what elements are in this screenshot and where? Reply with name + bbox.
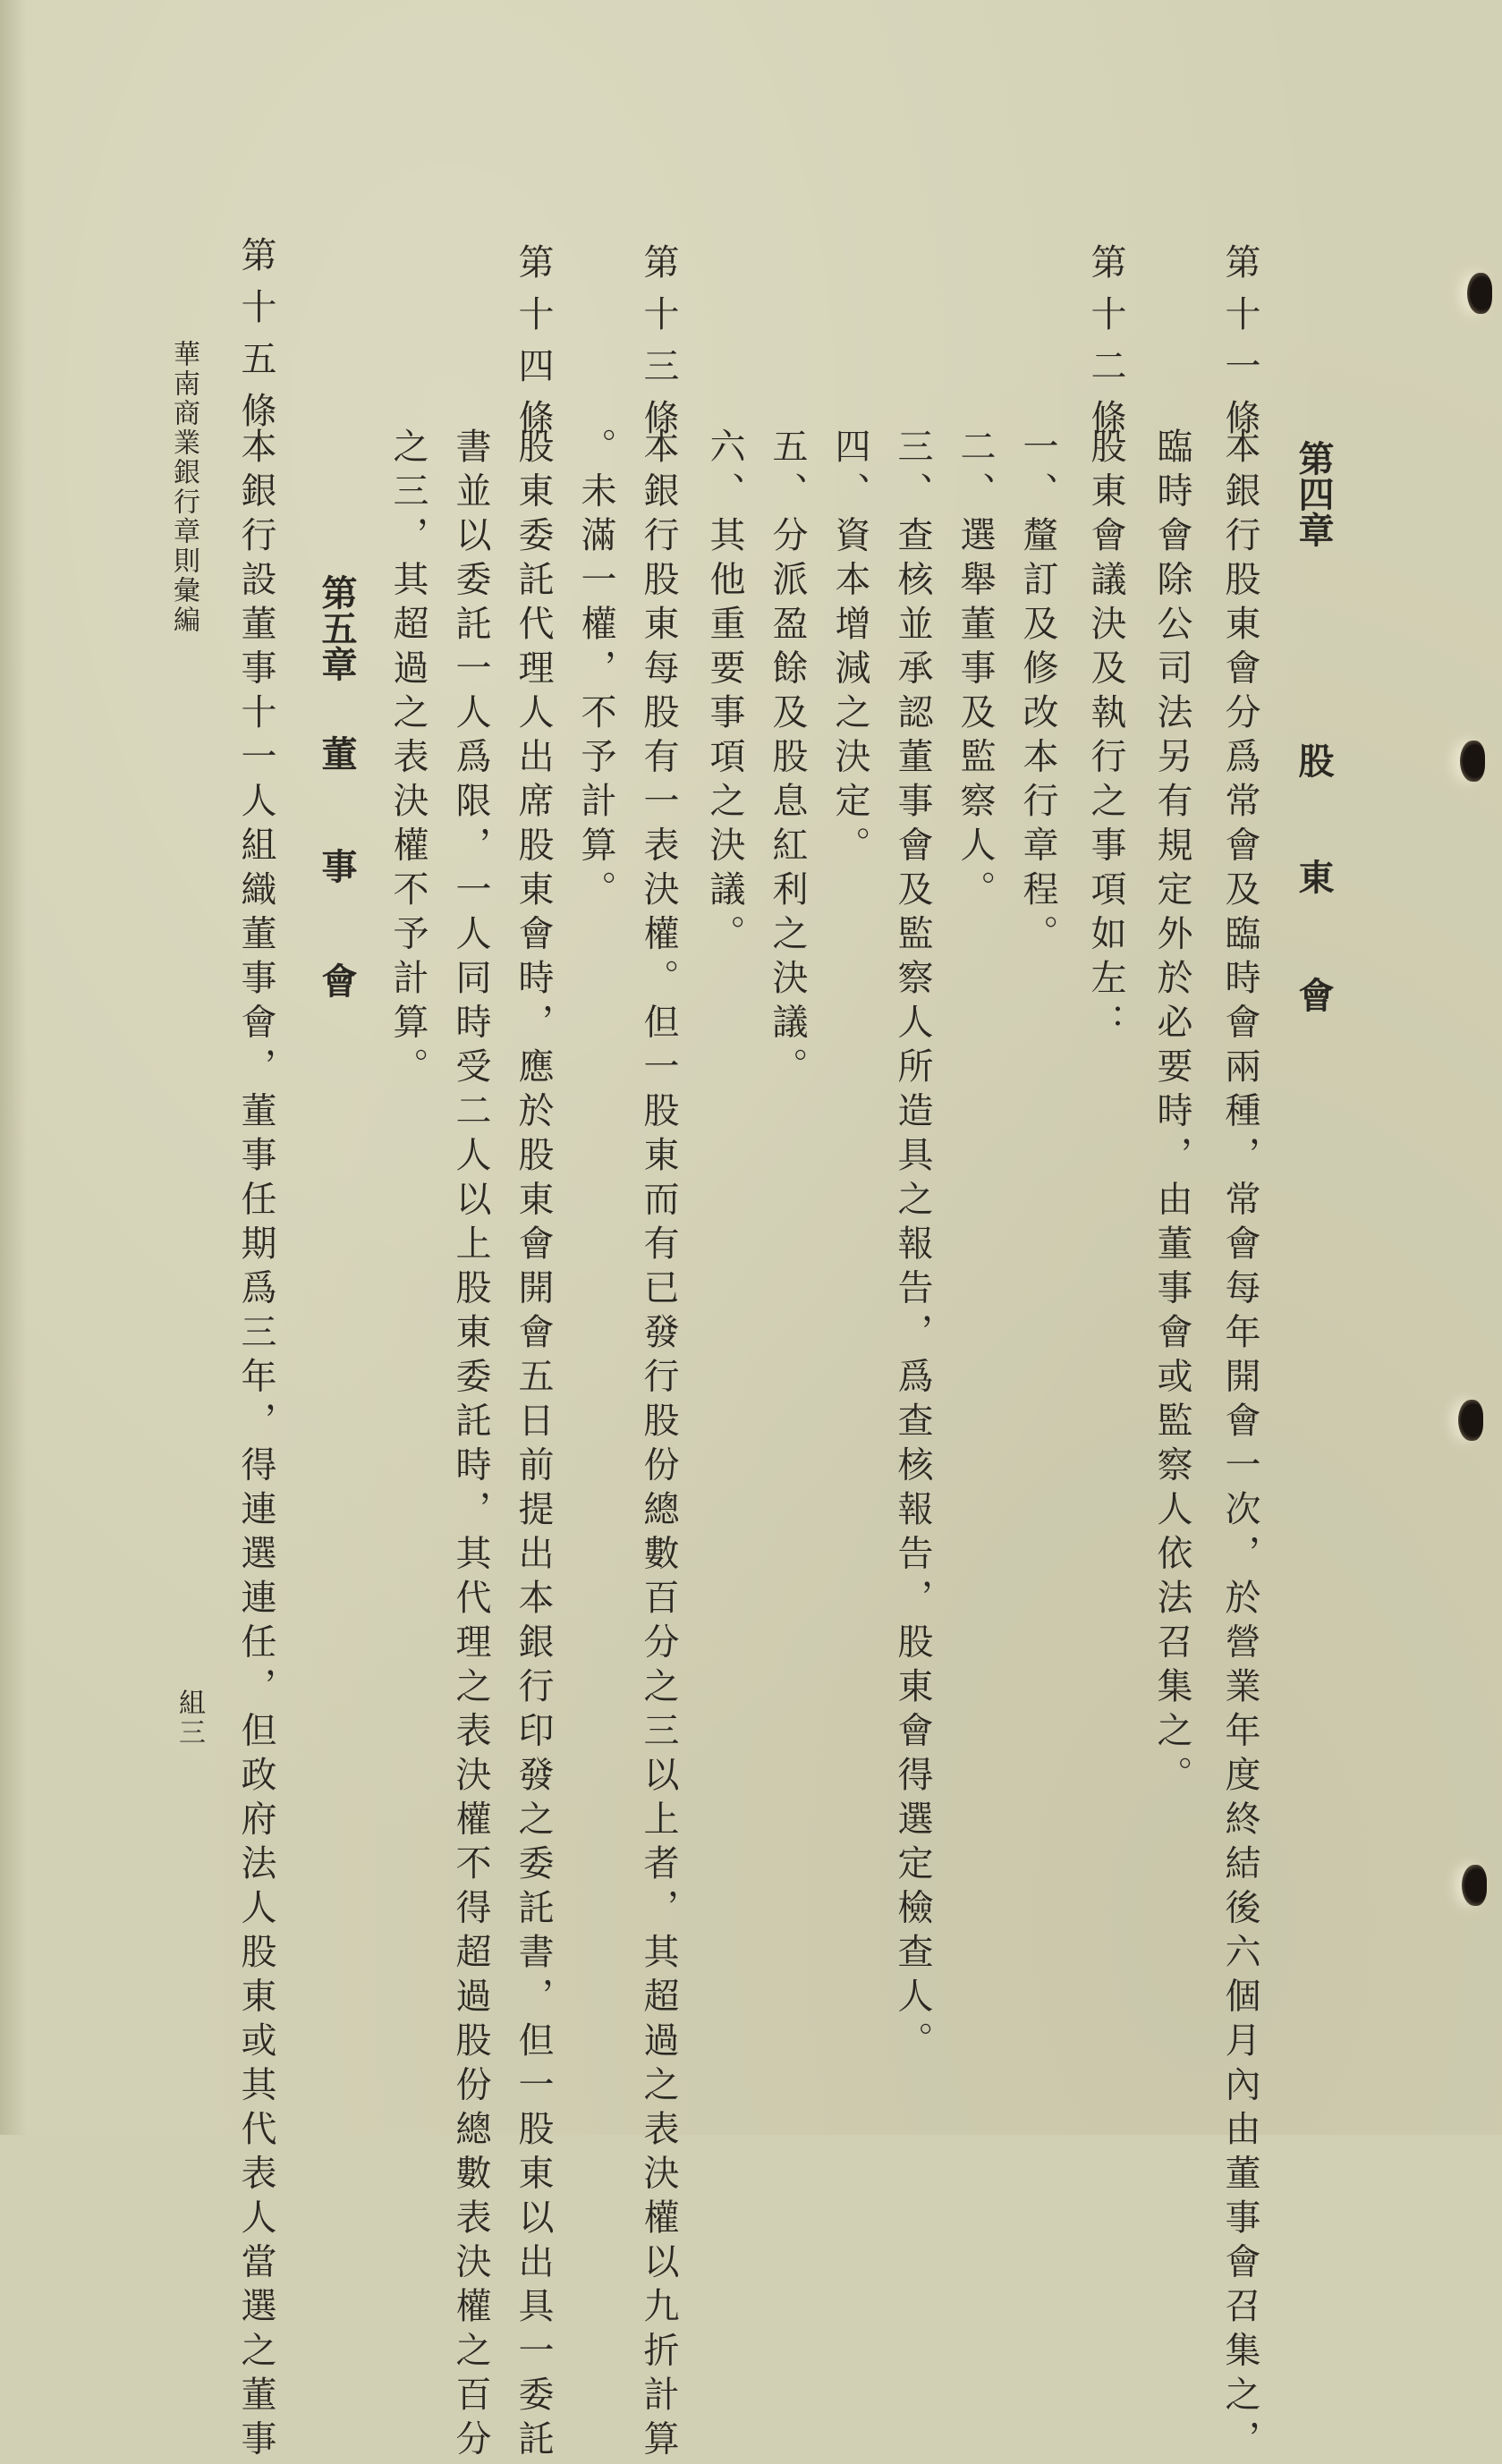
article-14-label: 第十四條 — [513, 243, 554, 451]
article-12-item-3: 三、查核並承認董事會及監察人所造具之報告，爲查核報告，股東會得選定檢查人。 — [892, 428, 933, 2066]
chapter-5-heading — [316, 574, 357, 682]
punch-hole — [1458, 1400, 1483, 1441]
article-12-item-1: 一、釐訂及修改本行章程。 — [1017, 428, 1058, 959]
article-11-label: 第十一條 — [1219, 243, 1260, 451]
chapter-4-heading — [1293, 440, 1334, 547]
article-12-item-6: 六、其他重要事項之決議。 — [704, 428, 745, 959]
article-11-line-2: 臨時會除公司法另有規定外於必要時，由董事會或監察人依法召集之。 — [1151, 428, 1192, 1800]
article-15-label: 第十五條 — [235, 236, 276, 444]
article-14-line-3: 之三，其超過之表決權不予計算。 — [387, 428, 429, 1092]
article-12-label: 第十二條 — [1085, 243, 1126, 451]
article-11-line-1: 本銀行股東會分爲常會及臨時會兩種，常會每年開會一次，於營業年度終結後六個月內由董事會召集之， — [1219, 428, 1260, 2464]
chapter-4-number: 第四章 — [1293, 440, 1334, 547]
page-number: 組三 — [174, 1689, 205, 1748]
article-12-intro: 股東會議決及執行之事項如左： — [1085, 428, 1126, 1047]
punch-hole — [1460, 741, 1485, 782]
chapter-5-title-char: 董 — [316, 735, 357, 771]
chapter-5-number: 第五章 — [316, 574, 357, 682]
article-12-item-2: 二、選舉董事及監察人。 — [955, 428, 996, 915]
article-14-line-1: 股東委託代理人出席股東會時，應於股東會開會五日前提出本銀行印發之委託書，但一股東以出具一委託 — [513, 428, 554, 2464]
article-12-item-5: 五、分派盈餘及股息紅利之決議。 — [767, 428, 808, 1092]
article-14-line-2: 書並以委託一人爲限，一人同時受二人以上股東委託時，其代理之表決權不得超過股份總數表決權之百分 — [450, 428, 491, 2464]
punch-hole — [1462, 1865, 1487, 1906]
article-13-label: 第十三條 — [638, 243, 679, 451]
punch-hole — [1467, 273, 1492, 314]
publication-title: 華南商業銀行章則彙編 — [168, 340, 199, 635]
chapter-4-title-char: 股 — [1293, 742, 1334, 778]
article-13-line-1: 本銀行股東每股有一表決權。但一股東而有已發行股份總數百分之三以上者，其超過之表決權以九折計算 — [638, 428, 679, 2464]
page-edge-shadow — [0, 0, 27, 2135]
article-13-line-2: 。未滿一權，不予計算。 — [575, 428, 616, 915]
article-12-item-4: 四、資本增減之決定。 — [829, 428, 870, 870]
chapter-4-title-char: 會 — [1293, 977, 1334, 1012]
article-15-line-1: 本銀行設董事十一人組織董事會，董事任期爲三年，得連選連任，但政府法人股東或其代表人當選之董事 — [235, 428, 276, 2464]
chapter-5-title-char: 事 — [316, 848, 357, 884]
chapter-4-title-char: 東 — [1293, 859, 1334, 894]
chapter-5-title-char: 會 — [316, 962, 357, 998]
